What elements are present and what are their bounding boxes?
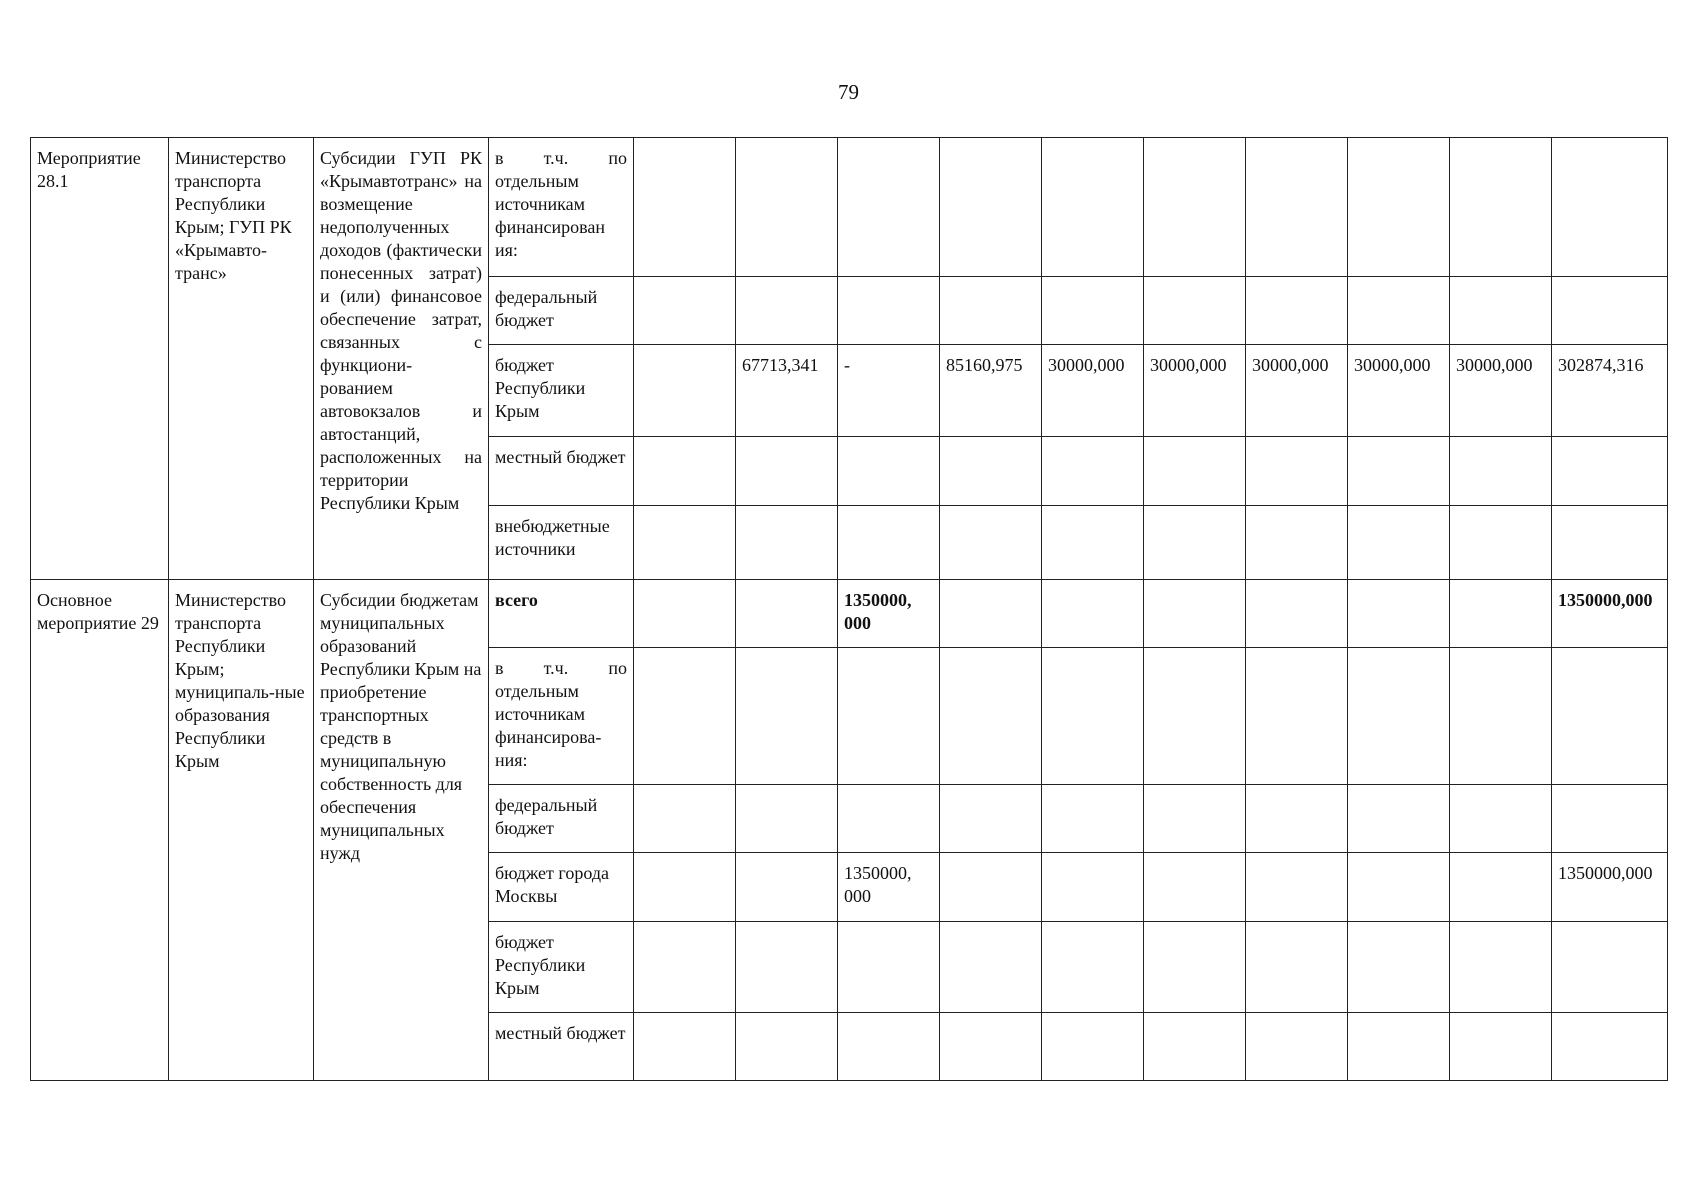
source-cell: бюджет города Москвы bbox=[489, 853, 634, 922]
value-cell bbox=[634, 138, 736, 277]
value-cell bbox=[1552, 277, 1668, 345]
value-cell bbox=[1144, 277, 1246, 345]
source-cell: в т.ч. по отдельным источникам финансирова-ния: bbox=[489, 648, 634, 785]
value-cell bbox=[940, 506, 1042, 580]
source-cell: федеральный бюджет bbox=[489, 785, 634, 853]
value-cell bbox=[1348, 922, 1450, 1013]
value-cell bbox=[1348, 1013, 1450, 1081]
value-cell: 30000,000 bbox=[1450, 345, 1552, 437]
value-cell bbox=[1450, 648, 1552, 785]
value-cell: 85160,975 bbox=[940, 345, 1042, 437]
value-cell bbox=[736, 437, 838, 506]
source-cell: внебюджетные источники bbox=[489, 506, 634, 580]
value-cell bbox=[1042, 853, 1144, 922]
value-cell: 302874,316 bbox=[1552, 345, 1668, 437]
value-cell bbox=[940, 785, 1042, 853]
budget-table bbox=[30, 137, 1668, 1081]
event-cell: Основное мероприятие 29 bbox=[31, 580, 169, 1081]
value-cell bbox=[736, 580, 838, 648]
value-cell bbox=[838, 1013, 940, 1081]
value-cell: - bbox=[838, 345, 940, 437]
executor-cell: Министерство транспорта Республики Крым; ГУП РК «Крымавто-транс» bbox=[169, 138, 314, 580]
value-cell bbox=[1246, 922, 1348, 1013]
value-cell bbox=[1144, 138, 1246, 277]
value-cell bbox=[736, 922, 838, 1013]
value-cell bbox=[1144, 437, 1246, 506]
value-cell bbox=[1042, 785, 1144, 853]
source-cell: бюджет Республики Крым bbox=[489, 345, 634, 437]
source-cell: бюджет Республики Крым bbox=[489, 922, 634, 1013]
value-cell bbox=[736, 277, 838, 345]
value-cell: 1350000, 000 bbox=[838, 853, 940, 922]
value-cell bbox=[1450, 853, 1552, 922]
value-cell bbox=[736, 1013, 838, 1081]
value-cell bbox=[1246, 277, 1348, 345]
value-cell bbox=[634, 785, 736, 853]
table-row bbox=[31, 138, 1668, 277]
value-cell: 30000,000 bbox=[1348, 345, 1450, 437]
description-cell: Субсидии бюджетам муниципальных образований Республики Крым на приобретение транспортных средств в муниципальную собственность для обеспечения муниципальных нужд bbox=[314, 580, 489, 1081]
value-cell bbox=[1552, 138, 1668, 277]
executor-cell: Министерство транспорта Республики Крым; муниципаль-ные образования Республики Крым bbox=[169, 580, 314, 1081]
value-cell bbox=[838, 437, 940, 506]
value-cell bbox=[1042, 1013, 1144, 1081]
value-cell bbox=[1348, 785, 1450, 853]
value-cell bbox=[634, 277, 736, 345]
value-cell bbox=[1348, 580, 1450, 648]
value-cell bbox=[1042, 138, 1144, 277]
value-cell bbox=[940, 277, 1042, 345]
value-cell bbox=[1450, 437, 1552, 506]
value-cell bbox=[940, 922, 1042, 1013]
value-cell bbox=[634, 437, 736, 506]
value-cell bbox=[1144, 580, 1246, 648]
value-cell bbox=[1348, 277, 1450, 345]
value-cell bbox=[838, 506, 940, 580]
value-cell bbox=[1144, 853, 1246, 922]
value-cell bbox=[1552, 785, 1668, 853]
value-cell bbox=[1552, 922, 1668, 1013]
value-cell bbox=[1042, 648, 1144, 785]
source-cell: федеральный бюджет bbox=[489, 277, 634, 345]
value-cell bbox=[940, 437, 1042, 506]
value-cell: 30000,000 bbox=[1246, 345, 1348, 437]
value-cell bbox=[1042, 277, 1144, 345]
page-number: 79 bbox=[838, 80, 859, 104]
value-cell bbox=[838, 785, 940, 853]
value-cell: 1350000,000 bbox=[1552, 853, 1668, 922]
value-cell bbox=[1144, 506, 1246, 580]
value-cell: 67713,341 bbox=[736, 345, 838, 437]
value-cell bbox=[634, 506, 736, 580]
value-cell bbox=[1042, 580, 1144, 648]
value-cell bbox=[1144, 922, 1246, 1013]
value-cell bbox=[1246, 138, 1348, 277]
value-cell bbox=[634, 922, 736, 1013]
description-cell: Субсидии ГУП РК «Крымавтотранс» на возмещение недополученных доходов (фактически понесенных затрат) и (или) финансовое обеспечение затрат, связанных с функциони-рованием автовокзалов и автостанций, расположенных на территории Республики Крым bbox=[314, 138, 489, 580]
value-cell bbox=[736, 506, 838, 580]
value-cell bbox=[838, 277, 940, 345]
value-cell bbox=[1144, 648, 1246, 785]
value-cell bbox=[1552, 648, 1668, 785]
value-cell bbox=[634, 853, 736, 922]
event-cell: Мероприятие 28.1 bbox=[31, 138, 169, 580]
value-cell bbox=[736, 785, 838, 853]
value-cell bbox=[1042, 922, 1144, 1013]
value-cell bbox=[1348, 506, 1450, 580]
value-cell bbox=[940, 1013, 1042, 1081]
value-cell bbox=[940, 648, 1042, 785]
value-cell bbox=[940, 138, 1042, 277]
value-cell: 30000,000 bbox=[1042, 345, 1144, 437]
value-cell bbox=[1246, 853, 1348, 922]
value-cell: 30000,000 bbox=[1144, 345, 1246, 437]
value-cell bbox=[1450, 922, 1552, 1013]
value-cell bbox=[634, 648, 736, 785]
value-cell bbox=[1144, 785, 1246, 853]
source-cell: в т.ч. по отдельным источникам финансирован ия: bbox=[489, 138, 634, 277]
value-cell bbox=[1450, 580, 1552, 648]
value-cell bbox=[1552, 506, 1668, 580]
value-cell bbox=[736, 138, 838, 277]
value-cell: 1350000, 000 bbox=[838, 580, 940, 648]
source-cell: местный бюджет bbox=[489, 1013, 634, 1081]
value-cell bbox=[838, 922, 940, 1013]
value-cell bbox=[1348, 648, 1450, 785]
table-row bbox=[31, 580, 1668, 648]
value-cell bbox=[1348, 853, 1450, 922]
value-cell bbox=[736, 853, 838, 922]
value-cell bbox=[940, 853, 1042, 922]
value-cell bbox=[1450, 1013, 1552, 1081]
value-cell bbox=[634, 345, 736, 437]
value-cell bbox=[1450, 138, 1552, 277]
value-cell bbox=[736, 648, 838, 785]
value-cell bbox=[1552, 437, 1668, 506]
value-cell bbox=[1246, 580, 1348, 648]
value-cell bbox=[940, 580, 1042, 648]
value-cell bbox=[838, 648, 940, 785]
value-cell: 1350000,000 bbox=[1552, 580, 1668, 648]
value-cell bbox=[634, 1013, 736, 1081]
source-cell: всего bbox=[489, 580, 634, 648]
value-cell bbox=[1348, 437, 1450, 506]
value-cell bbox=[1552, 1013, 1668, 1081]
value-cell bbox=[1246, 648, 1348, 785]
value-cell bbox=[1450, 506, 1552, 580]
value-cell bbox=[634, 580, 736, 648]
value-cell bbox=[1042, 437, 1144, 506]
value-cell bbox=[1450, 277, 1552, 345]
value-cell bbox=[1246, 506, 1348, 580]
source-cell: местный бюджет bbox=[489, 437, 634, 506]
value-cell bbox=[838, 138, 940, 277]
value-cell bbox=[1042, 506, 1144, 580]
value-cell bbox=[1144, 1013, 1246, 1081]
value-cell bbox=[1246, 437, 1348, 506]
value-cell bbox=[1246, 1013, 1348, 1081]
value-cell bbox=[1348, 138, 1450, 277]
value-cell bbox=[1450, 785, 1552, 853]
value-cell bbox=[1246, 785, 1348, 853]
